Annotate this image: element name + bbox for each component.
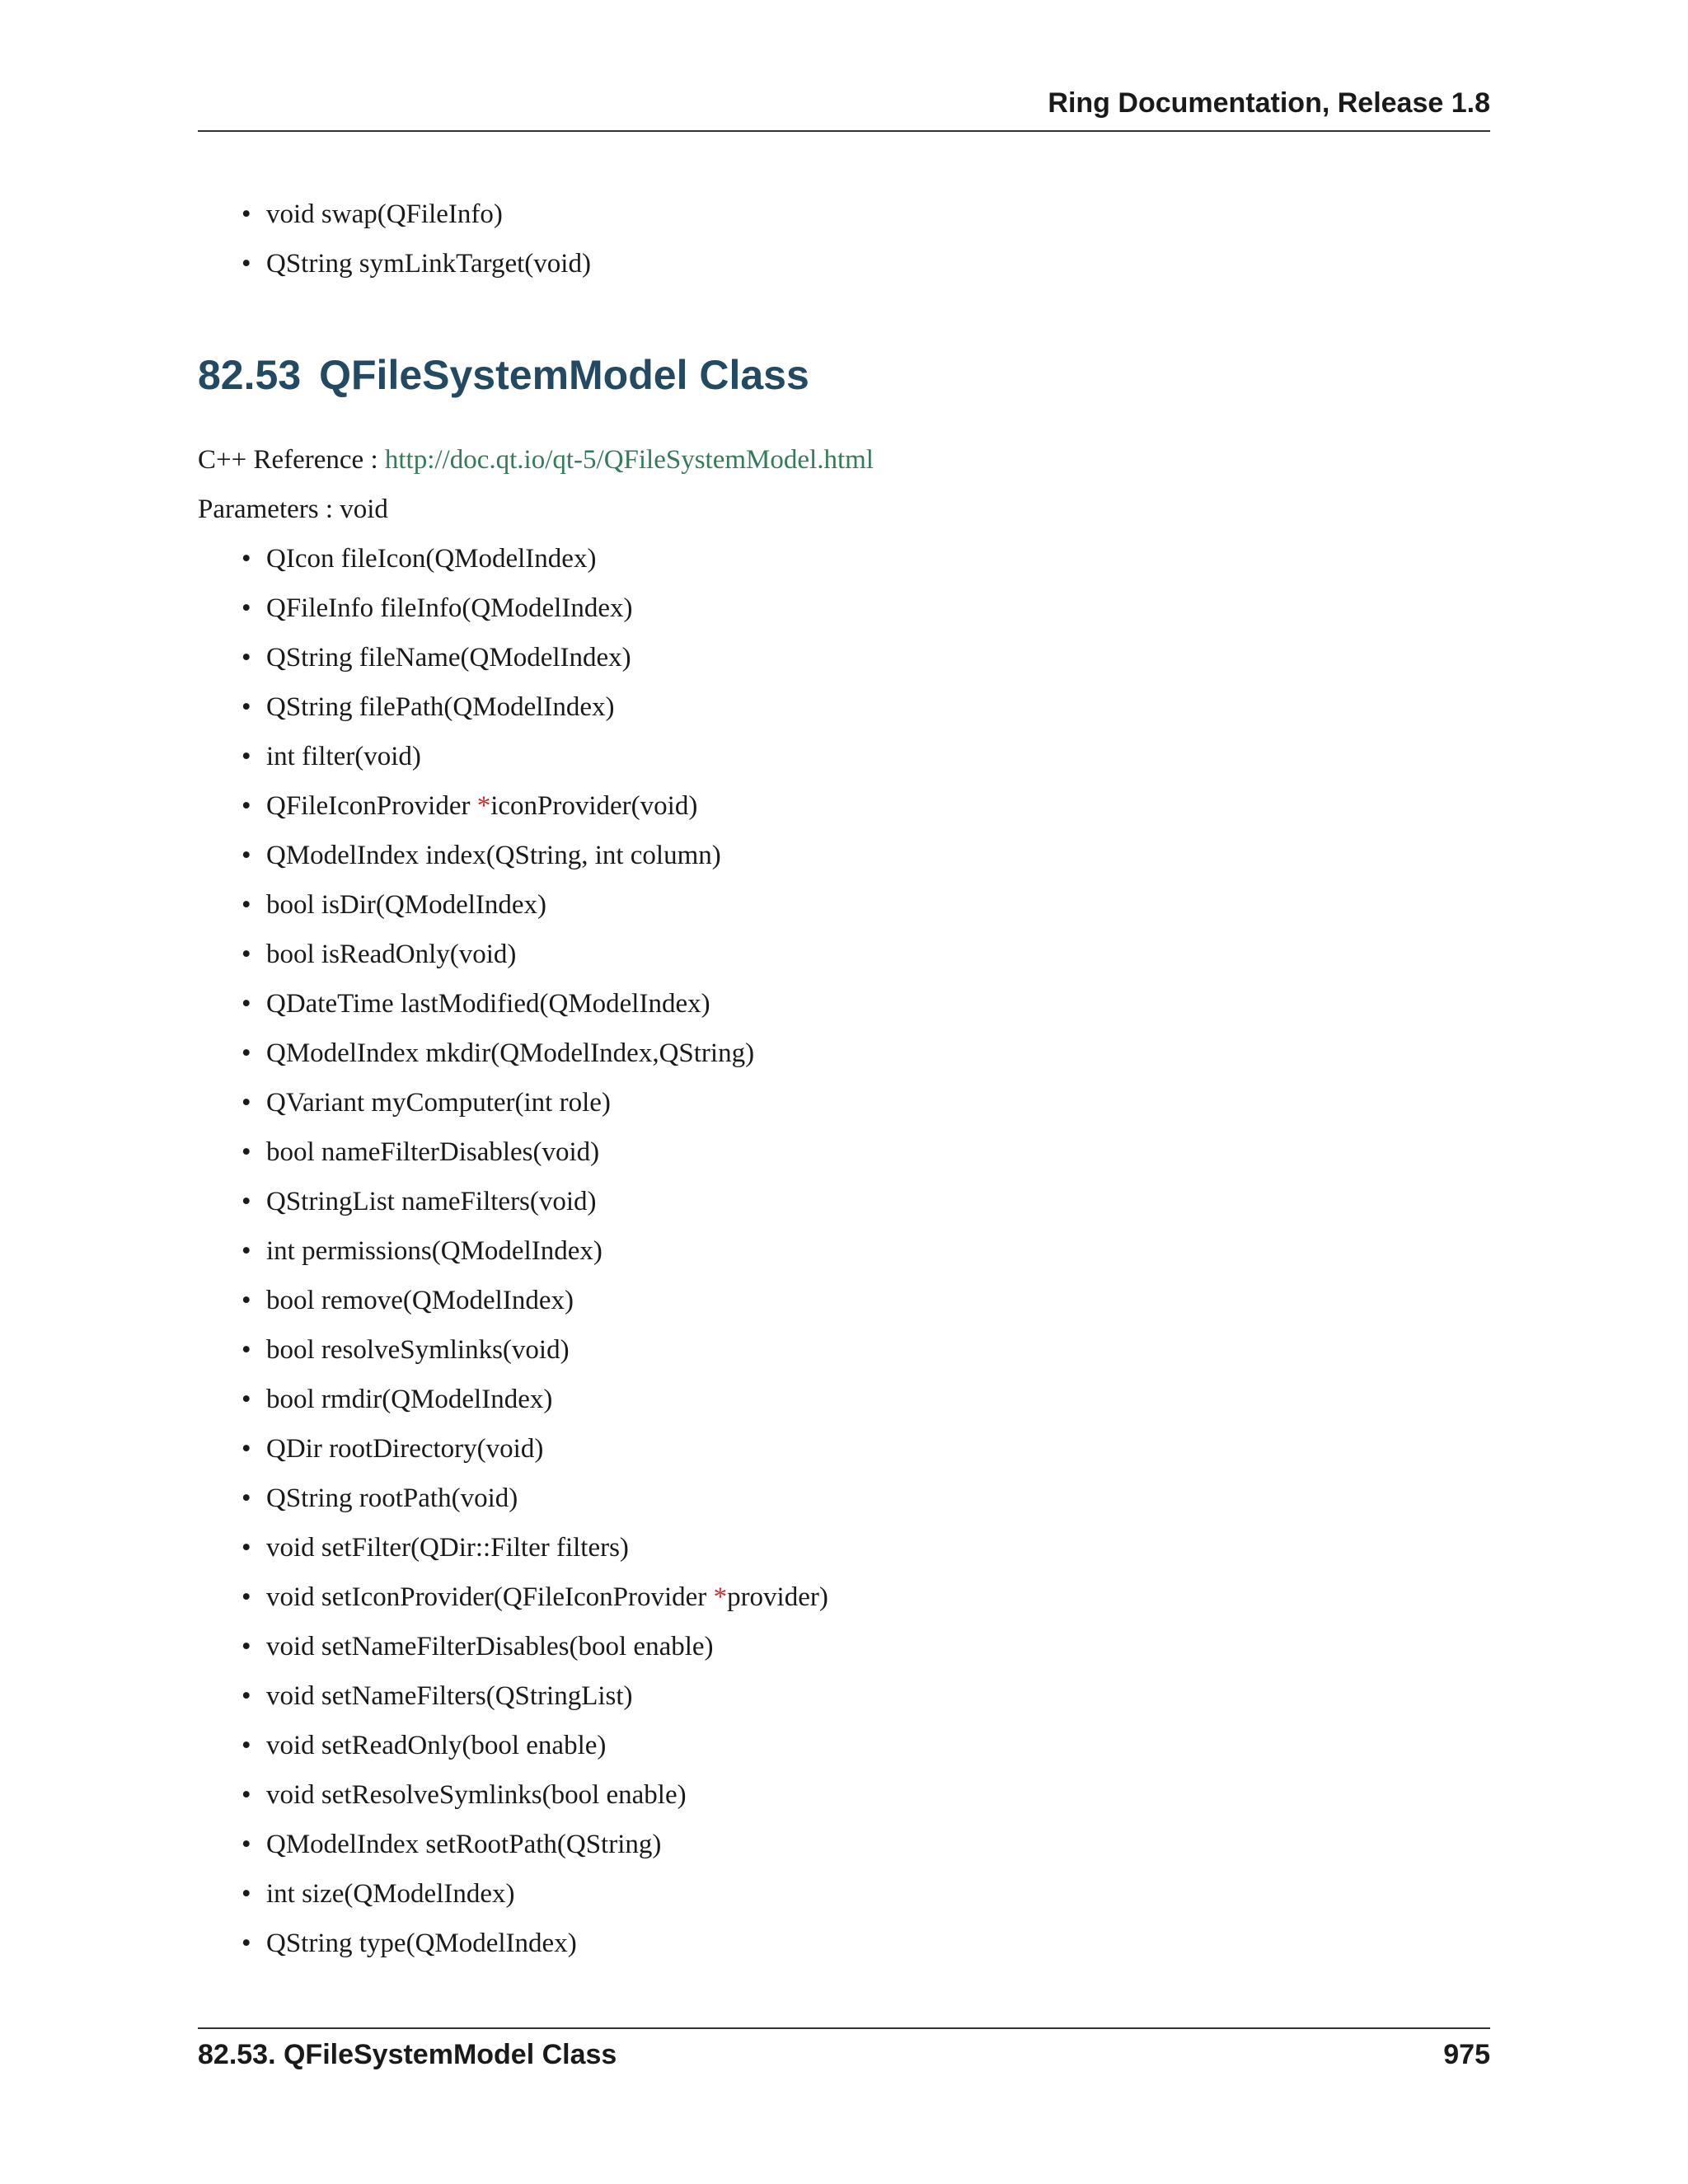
list-item: [241, 732, 1490, 781]
method-signature: QString fileName(QModelIndex): [266, 643, 631, 673]
page-number: 975: [1443, 2039, 1490, 2070]
method-signature: QString filePath(QModelIndex): [266, 692, 615, 722]
method-signature: void setReadOnly(bool enable): [266, 1731, 607, 1760]
list-item: [241, 880, 1490, 930]
bullet-icon: •: [241, 1088, 251, 1118]
method-signature: void setNameFilters(QStringList): [266, 1681, 633, 1711]
method-signature: int filter(void): [266, 742, 421, 771]
list-item: [241, 1325, 1490, 1375]
list-item: [241, 682, 1490, 732]
bullet-icon: •: [241, 890, 251, 920]
list-item: [241, 1474, 1490, 1523]
list-item: [241, 1029, 1490, 1078]
list-item: [241, 190, 1490, 239]
method-signature: QVariant myComputer(int role): [266, 1088, 611, 1118]
page-footer: [198, 2027, 1490, 2080]
list-item: [241, 930, 1490, 979]
bullet-icon: •: [241, 841, 251, 870]
bullet-icon: •: [241, 593, 251, 623]
bullet-icon: •: [241, 1582, 251, 1612]
method-list: [198, 534, 1490, 1968]
list-item: [241, 1572, 1490, 1622]
list-item: [241, 1375, 1490, 1424]
bullet-icon: •: [241, 1385, 251, 1414]
footer-section-label: 82.53. QFileSystemModel Class: [198, 2039, 617, 2070]
method-signature: QFileIconProvider: [266, 791, 477, 821]
list-item: [241, 979, 1490, 1029]
method-signature: void setFilter(QDir::Filter filters): [266, 1533, 629, 1563]
pointer-asterisk: *: [476, 791, 491, 821]
method-signature: QDir rootDirectory(void): [266, 1434, 544, 1464]
method-signature: QStringList nameFilters(void): [266, 1187, 597, 1216]
bullet-icon: •: [241, 1879, 251, 1909]
list-item: [241, 1869, 1490, 1919]
list-item: [241, 534, 1490, 583]
list-item: [241, 633, 1490, 682]
bullet-icon: •: [241, 1038, 251, 1068]
bullet-icon: •: [241, 692, 251, 722]
parameters-line: Parameters : void: [198, 494, 388, 524]
reference-link[interactable]: http://doc.qt.io/qt-5/QFileSystemModel.html: [384, 445, 874, 475]
list-item: [241, 1820, 1490, 1869]
bullet-icon: •: [241, 791, 251, 821]
bullet-icon: •: [241, 1286, 251, 1315]
list-item: [241, 1078, 1490, 1127]
method-signature: void swap(QFileInfo): [266, 199, 503, 229]
bullet-icon: •: [241, 249, 251, 279]
method-signature: QString type(QModelIndex): [266, 1929, 577, 1958]
bullet-icon: •: [241, 1434, 251, 1464]
bullet-icon: •: [241, 1681, 251, 1711]
bullet-icon: •: [241, 742, 251, 771]
bullet-icon: •: [241, 1731, 251, 1760]
document-title: Ring Documentation, Release 1.8: [1048, 87, 1490, 119]
list-item: [241, 1226, 1490, 1276]
bullet-icon: •: [241, 1830, 251, 1859]
method-signature-rest: provider): [727, 1582, 828, 1612]
bullet-icon: •: [241, 199, 251, 229]
method-signature: QDateTime lastModified(QModelIndex): [266, 989, 710, 1019]
method-signature: bool resolveSymlinks(void): [266, 1335, 570, 1365]
bullet-icon: •: [241, 1780, 251, 1810]
method-signature: bool isDir(QModelIndex): [266, 890, 547, 920]
pointer-asterisk: *: [713, 1582, 728, 1612]
bullet-icon: •: [241, 1632, 251, 1661]
list-item: [241, 1721, 1490, 1770]
method-signature: bool remove(QModelIndex): [266, 1286, 574, 1315]
list-item: [241, 1424, 1490, 1474]
bullet-icon: •: [241, 940, 251, 969]
bullet-icon: •: [241, 1335, 251, 1365]
top-method-list: [198, 190, 1490, 288]
list-item: [241, 1770, 1490, 1820]
method-signature: QString rootPath(void): [266, 1483, 518, 1513]
list-item: [241, 831, 1490, 880]
page-content: [198, 190, 1490, 1968]
list-item: [241, 1671, 1490, 1721]
method-signature: bool isReadOnly(void): [266, 940, 517, 969]
list-item: [241, 781, 1490, 831]
bullet-icon: •: [241, 1929, 251, 1958]
list-item: [241, 1276, 1490, 1325]
list-item: [241, 1523, 1490, 1572]
bullet-icon: •: [241, 1533, 251, 1563]
method-signature: QFileInfo fileInfo(QModelIndex): [266, 593, 633, 623]
method-signature: QString symLinkTarget(void): [266, 249, 591, 279]
reference-line: [198, 435, 1490, 485]
list-item: [241, 1127, 1490, 1177]
bullet-icon: •: [241, 643, 251, 673]
method-signature: QModelIndex mkdir(QModelIndex,QString): [266, 1038, 755, 1068]
list-item: [241, 1622, 1490, 1671]
method-signature: bool nameFilterDisables(void): [266, 1137, 600, 1167]
method-signature: bool rmdir(QModelIndex): [266, 1385, 553, 1414]
list-item: [241, 239, 1490, 288]
method-signature: QModelIndex index(QString, int column): [266, 841, 721, 870]
bullet-icon: •: [241, 1236, 251, 1266]
list-item: [241, 583, 1490, 633]
method-signature: QIcon fileIcon(QModelIndex): [266, 544, 597, 574]
reference-label: C++ Reference :: [198, 445, 385, 475]
bullet-icon: •: [241, 1137, 251, 1167]
method-signature: void setResolveSymlinks(bool enable): [266, 1780, 687, 1810]
section-title: QFileSystemModel Class: [319, 352, 809, 398]
bullet-icon: •: [241, 989, 251, 1019]
bullet-icon: •: [241, 1483, 251, 1513]
section-heading: [198, 346, 1490, 404]
method-signature-rest: iconProvider(void): [490, 791, 698, 821]
list-item: [241, 1177, 1490, 1226]
method-signature: void setNameFilterDisables(bool enable): [266, 1632, 714, 1661]
list-item: [241, 1919, 1490, 1968]
method-signature: int size(QModelIndex): [266, 1879, 515, 1909]
page-header: [198, 82, 1490, 132]
bullet-icon: •: [241, 544, 251, 574]
section-number: 82.53: [198, 352, 302, 398]
bullet-icon: •: [241, 1187, 251, 1216]
method-signature: int permissions(QModelIndex): [266, 1236, 603, 1266]
method-signature: QModelIndex setRootPath(QString): [266, 1830, 662, 1859]
method-signature: void setIconProvider(QFileIconProvider: [266, 1582, 714, 1612]
